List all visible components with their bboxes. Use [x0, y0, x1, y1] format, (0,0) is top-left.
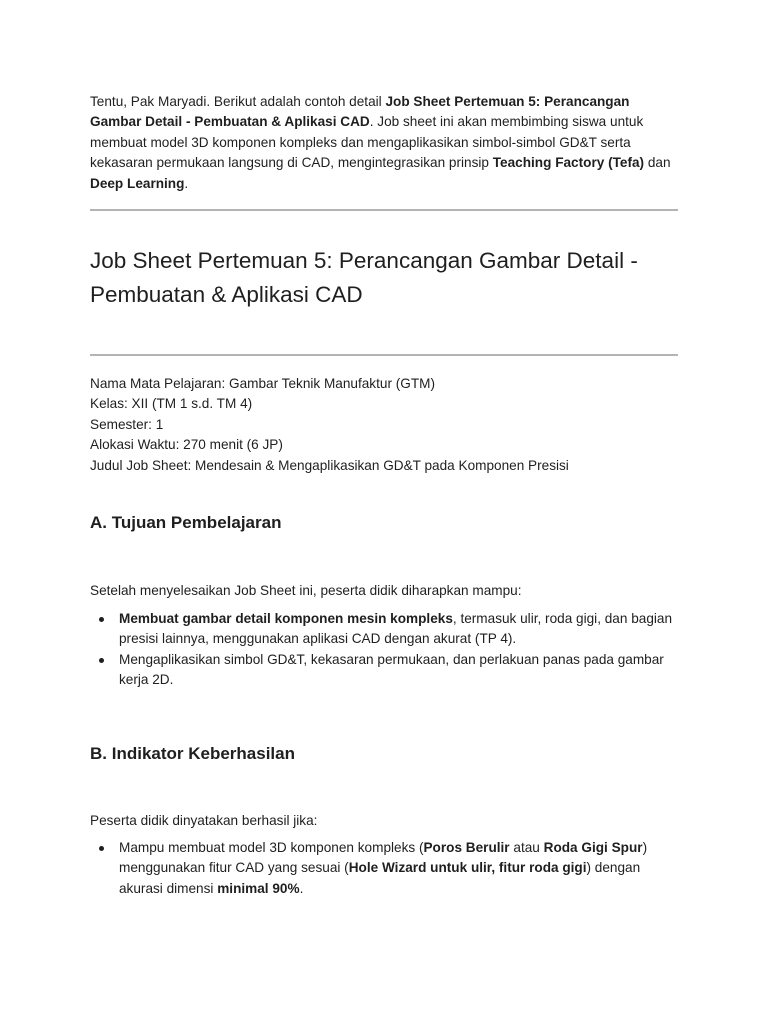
bullet-icon — [99, 658, 104, 663]
course-time-allocation: Alokasi Waktu: 270 menit (6 JP) — [90, 437, 283, 453]
list-item — [90, 838, 682, 899]
list-item — [90, 650, 682, 691]
intro-bold-deep-learning: Deep Learning — [90, 175, 185, 191]
list-item-bold: minimal 90% — [217, 880, 300, 896]
course-name: Nama Mata Pelajaran: Gambar Teknik Manufaktur (GTM) — [90, 376, 436, 391]
intro-paragraph — [90, 92, 682, 194]
list-item-text: ) menggunakan fitur CAD yang sesuai ( — [119, 840, 648, 876]
list-item-bold: Roda Gigi Spur — [543, 840, 643, 855]
bullet-icon — [99, 846, 104, 851]
list-item-text: ) dengan akurasi dimensi — [119, 860, 641, 896]
divider — [90, 354, 678, 356]
indicators-list — [90, 838, 682, 899]
objectives-list — [90, 609, 682, 691]
list-item-bold: Membuat gambar detail komponen mesin kompleks — [119, 611, 453, 626]
list-item-bold: Poros Berulir — [423, 840, 510, 855]
course-class: Kelas: XII (TM 1 s.d. TM 4) — [90, 396, 253, 412]
list-item-text: Mampu membuat model 3D komponen kompleks ( — [119, 840, 424, 855]
list-item-text: Mengaplikasikan simbol GD&T, kekasaran permukaan, dan perlakuan panas pada gambar kerja 2D. — [119, 651, 664, 688]
section-lead: Setelah menyelesaikan Job Sheet ini, peserta didik diharapkan mampu: — [90, 583, 522, 598]
section-lead: Peserta didik dinyatakan berhasil jika: — [90, 813, 318, 828]
intro-bold-tefa: Teaching Factory (Tefa) — [492, 155, 645, 171]
divider — [90, 209, 678, 211]
course-semester: Semester: 1 — [90, 416, 164, 432]
list-item-text: atau — [509, 840, 544, 855]
course-job-sheet-title: Judul Job Sheet: Mendesain & Mengaplikasikan GD&T pada Komponen Presisi — [90, 457, 569, 473]
list-item-text: , termasuk ulir, roda gigi, dan bagian presisi lainnya, menggunakan aplikasi CAD dengan akurat (TP 4). — [119, 611, 673, 647]
intro-text: dan — [644, 155, 671, 171]
intro-text: Tentu, Pak Maryadi. Berikut adalah contoh detail — [90, 94, 386, 109]
list-item-text: . — [299, 880, 304, 896]
bullet-icon — [99, 617, 104, 622]
list-item — [90, 609, 682, 650]
intro-text: . — [184, 175, 189, 191]
list-item-bold: Hole Wizard untuk ulir, fitur roda gigi — [348, 860, 587, 876]
intro-bold-title: Job Sheet Pertemuan 5: Perancangan Gambar Detail - Pembuatan & Aplikasi CAD — [90, 94, 630, 130]
page-title: Job Sheet Pertemuan 5: Perancangan Gambar Detail - Pembuatan & Aplikasi CAD — [90, 248, 638, 307]
section-heading-objectives: A. Tujuan Pembelajaran — [90, 513, 282, 532]
course-info — [90, 374, 682, 476]
intro-text: . Job sheet ini akan membimbing siswa untuk membuat model 3D komponen kompleks dan mengaplikasikan simbol-simbol GD&T serta kekasaran permukaan langsung di CAD, mengintegrasikan prinsip — [90, 114, 644, 171]
section-heading-indicators: B. Indikator Keberhasilan — [90, 744, 295, 763]
